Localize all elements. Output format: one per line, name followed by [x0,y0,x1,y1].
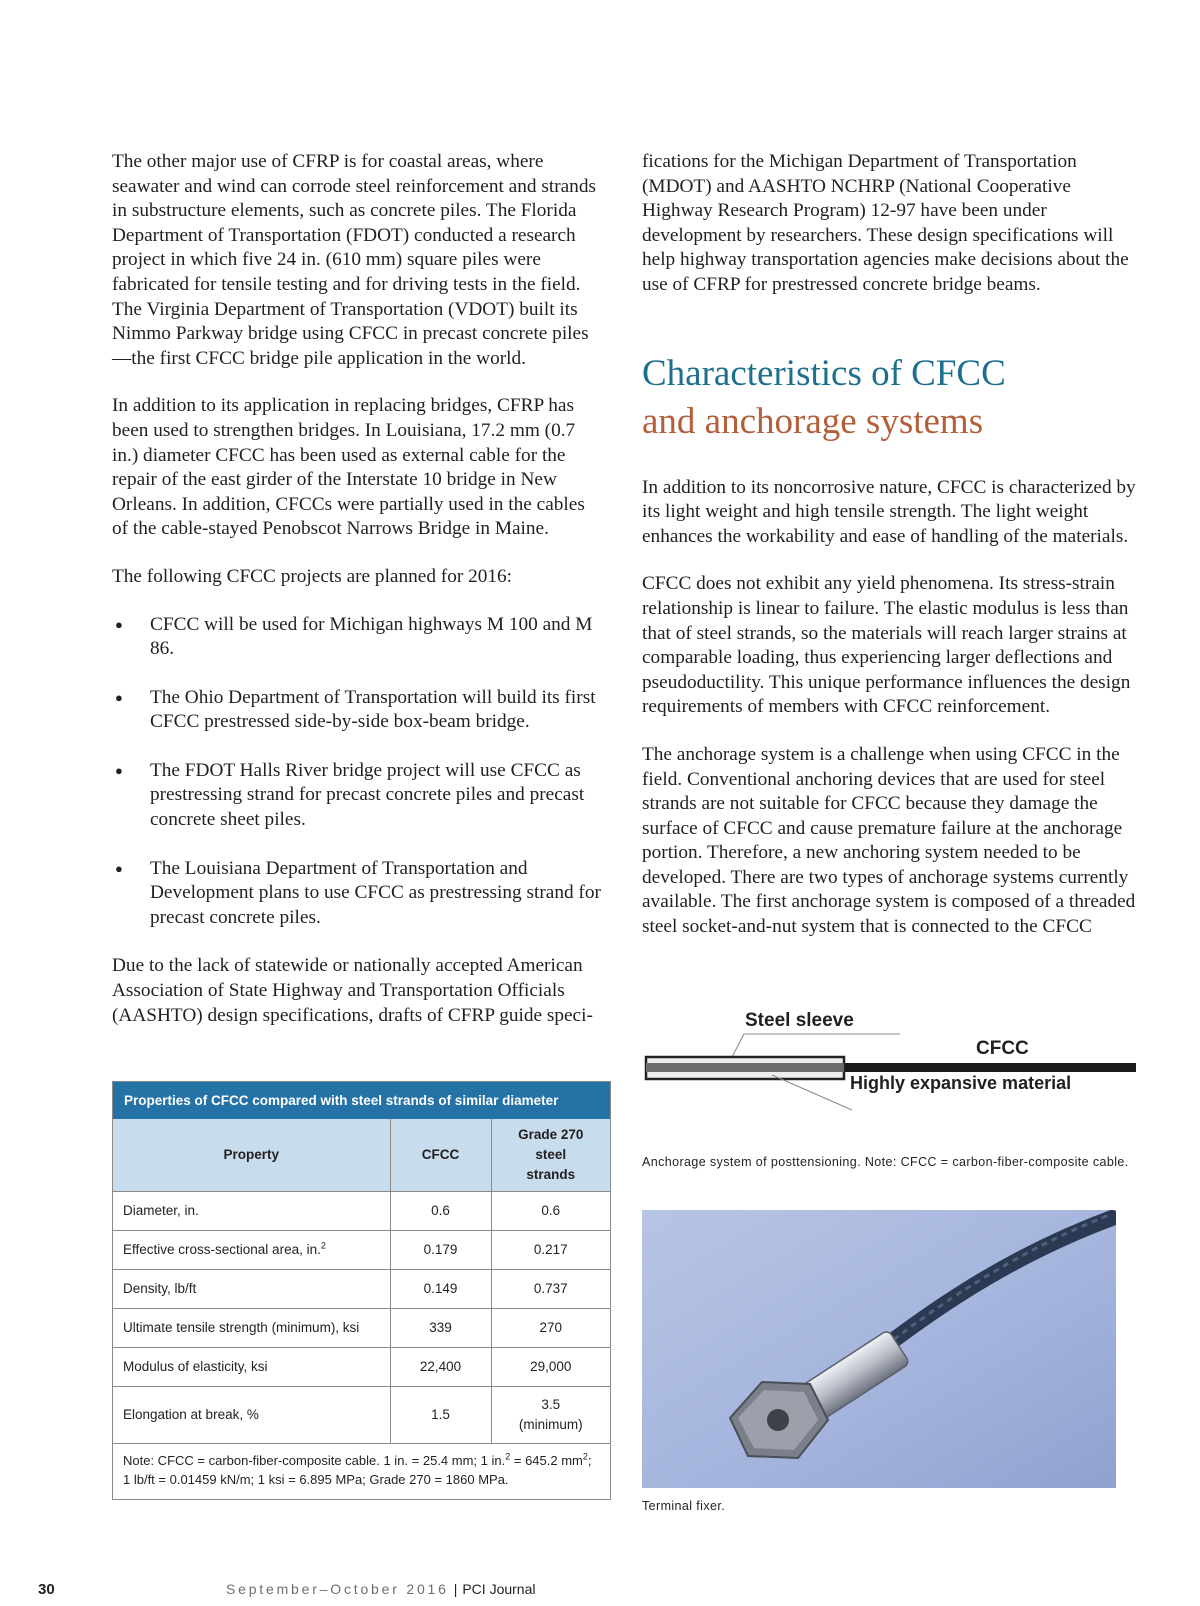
leader-line [732,1034,744,1057]
header-property: Property [113,1119,390,1192]
heading-line-1: Characteristics of CFCC [642,352,1006,394]
label-cfcc: CFCC [976,1038,1029,1059]
cell-cfcc: 22,400 [390,1348,491,1387]
heading-line-2: and anchorage systems [642,400,984,442]
label-steel-sleeve: Steel sleeve [745,1010,854,1031]
cell-cfcc: 0.149 [390,1270,491,1309]
right-column [642,150,1136,963]
bullet-text: The Louisiana Department of Transportation and Development plans to use CFCC as prestressing strand for precast concrete piles. [150,857,601,928]
table-caption: Properties of CFCC compared with steel strands of similar diameter [113,1082,610,1119]
note-text: Note: CFCC = carbon-fiber-composite cable. 1 in. = 25.4 mm; 1 in. [123,1453,506,1468]
cell-steel: 270 [491,1309,610,1348]
cell-cfcc: 339 [390,1309,491,1348]
bullet-item [112,686,605,735]
bullet-item [112,857,605,931]
table-row [113,1348,610,1387]
anchorage-diagram [640,1002,1140,1122]
cell-steel: 29,000 [491,1348,610,1387]
table-note [113,1444,610,1499]
cell-steel: 0.737 [491,1270,610,1309]
section-heading [642,350,1136,446]
journal-name: PCI Journal [462,1581,536,1597]
superscript: 2 [505,1451,511,1462]
cell-property-text: Effective cross-sectional area, in. [123,1242,321,1257]
cell-property: Elongation at break, % [113,1387,390,1444]
note-text: ; 1 lb/ft = 0.01459 kN/m; 1 ksi = 6.895 MPa; Grade 270 = 1860 MPa. [123,1453,592,1487]
cell-cfcc: 0.179 [390,1231,491,1270]
cfcc-cable [838,1063,1136,1072]
page-number: 30 [38,1581,55,1598]
paragraph: The following CFCC projects are planned for 2016: [112,565,513,587]
cell-cfcc: 0.6 [390,1192,491,1231]
properties-table [112,1081,611,1500]
cell-steel-line: (minimum) [518,1417,583,1432]
socket-bore [767,1409,789,1431]
cell-steel [491,1387,610,1444]
figure-caption: Terminal fixer. [642,1499,726,1513]
footer-separator: | [453,1581,458,1597]
bullet-item [112,613,605,662]
terminal-fixer-photo [642,1210,1116,1488]
header-cfcc: CFCC [390,1119,491,1192]
bullet-dot-icon: ● [115,689,123,705]
header-steel [491,1119,610,1192]
table-row [113,1192,610,1231]
cell-property: Modulus of elasticity, ksi [113,1348,390,1387]
header-steel-line: strands [526,1167,576,1182]
header-steel-line: steel [535,1147,567,1162]
superscript: 2 [582,1451,588,1462]
table-row [113,1309,610,1348]
table-header-row [113,1119,610,1192]
paragraph: CFCC does not exhibit any yield phenomena. Its stress-strain relationship is linear to failure. The elastic modulus is less than that of steel strands, so the materials will reach larger strains at comparable loading, thus experiencing larger deflections and pseudoductility. This unique performance influences the design requirements of members with CFCC reinforcement. [642,573,1131,718]
cell-property [113,1231,390,1270]
table-row [113,1387,610,1444]
bullet-text: The FDOT Halls River bridge project will use CFCC as prestressing strand for precast concrete piles and precast concrete sheet piles. [150,759,585,831]
cell-steel: 0.217 [491,1231,610,1270]
paragraph: Due to the lack of statewide or nationally accepted American Association of State Highway and Transportation Officials (AASHTO) design specifications, drafts of CFRP guide speci- [112,955,593,1026]
table-row [113,1270,610,1309]
cell-property: Density, lb/ft [113,1270,390,1309]
label-highly-expansive-material: Highly expansive material [850,1073,1072,1093]
figure-caption: Anchorage system of posttensioning. Note: CFCC = carbon-fiber-composite cable. [642,1155,1129,1169]
paragraph: fications for the Michigan Department of Transportation (MDOT) and AASHTO NCHRP (National Cooperative Highway Research Program) 12-97 have been under development by researchers. These design specifications will help highway transportation agencies make decisions about the use of CFRP for prestressed concrete bridge beams. [642,151,1129,295]
cell-steel-line: 3.5 [541,1397,561,1412]
bullet-dot-icon: ● [115,762,123,778]
table-row [113,1231,610,1270]
footer-issue [226,1581,536,1597]
bullet-text: CFCC will be used for Michigan highways M 100 and M 86. [150,613,593,660]
bullet-text: The Ohio Department of Transportation will build its first CFCC prestressed side-by-side box-beam bridge. [150,686,596,733]
bullet-item [112,759,605,833]
superscript: 2 [320,1240,326,1251]
note-text: = 645.2 mm [513,1453,583,1468]
table-grid [113,1119,610,1444]
project-bullet-list [112,613,605,931]
cell-property: Diameter, in. [113,1192,390,1231]
paragraph: The anchorage system is a challenge when using CFCC in the field. Conventional anchoring devices that are used for steel strands are not suitable for CFCC because they damage the surface of CFCC and cause premature failure at the anchorage portion. Therefore, a new anchoring system needed to be developed. There are two types of anchorage systems currently available. The first anchorage system is composed of a threaded steel socket-and-nut system that is connected to the CFCC [642,743,1136,938]
issue-date: September–October 2016 [226,1581,449,1597]
cell-property: Ultimate tensile strength (minimum), ksi [113,1309,390,1348]
left-column [112,150,605,1051]
bullet-dot-icon: ● [115,616,123,632]
expansive-material [646,1063,844,1072]
header-steel-line: Grade 270 [518,1127,584,1142]
paragraph: In addition to its noncorrosive nature, CFCC is characterized by its light weight and high tensile strength. The light weight enhances the workability and ease of handling of the materials. [642,476,1136,547]
bullet-dot-icon: ● [115,860,123,876]
cell-cfcc: 1.5 [390,1387,491,1444]
paragraph: In addition to its application in replacing bridges, CFRP has been used to strengthen bridges. In Louisiana, 17.2 mm (0.7 in.) diameter CFCC has been used as external cable for the repair of the east girder of the Interstate 10 bridge in New Orleans. In addition, CFCCs were partially used in the cables of the cable-stayed Penobscot Narrows Bridge in Maine. [112,395,585,540]
paragraph: The other major use of CFRP is for coastal areas, where seawater and wind can corrode steel reinforcement and strands in substructure elements, such as concrete piles. The Florida Department of Transportation (FDOT) conducted a research project in which five 24 in. (610 mm) square piles were fabricated for tensile testing and for driving tests in the field. The Virginia Department of Transportation (VDOT) built its Nimmo Parkway bridge using CFCC in precast concrete piles—the first CFCC bridge pile application in the world. [112,151,596,369]
cell-steel: 0.6 [491,1192,610,1231]
